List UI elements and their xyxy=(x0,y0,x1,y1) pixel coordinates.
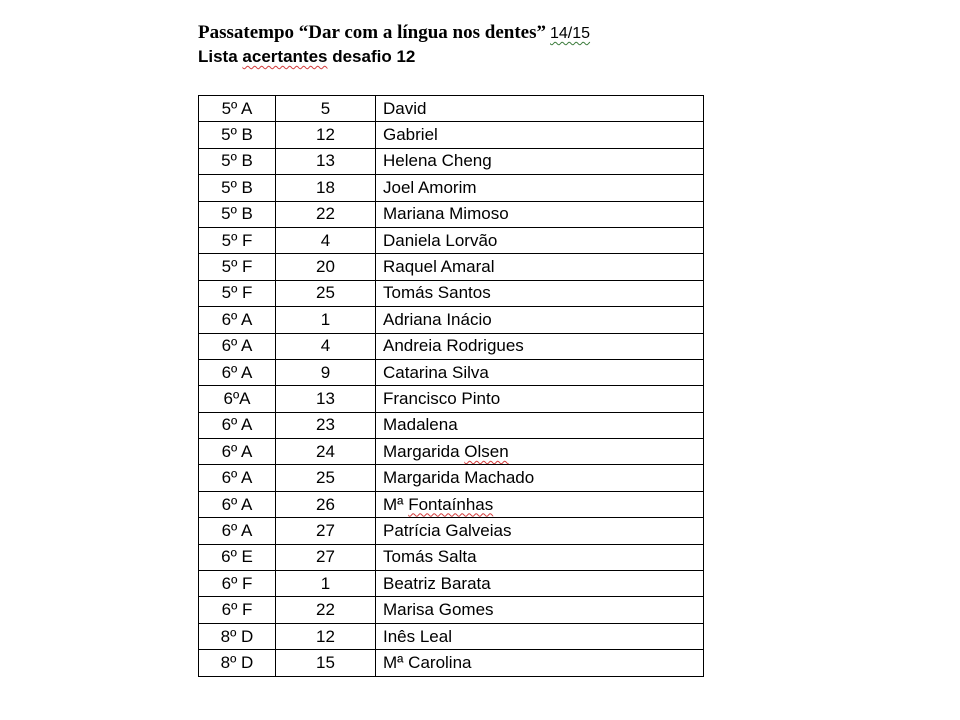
number-cell: 24 xyxy=(276,439,376,465)
table-row xyxy=(199,254,704,280)
table-row xyxy=(199,201,704,227)
number-cell: 26 xyxy=(276,491,376,517)
number-cell: 9 xyxy=(276,359,376,385)
table-row xyxy=(199,518,704,544)
table-row xyxy=(199,597,704,623)
table-row xyxy=(199,227,704,253)
class-cell: 5º B xyxy=(199,175,276,201)
name-cell: Patrícia Galveias xyxy=(376,518,704,544)
class-cell: 6º A xyxy=(199,412,276,438)
class-cell: 6º A xyxy=(199,491,276,517)
number-cell: 27 xyxy=(276,544,376,570)
document-subtitle xyxy=(198,46,415,68)
name-cell: Mª Carolina xyxy=(376,650,704,676)
class-cell: 6º A xyxy=(199,307,276,333)
name-cell: Marisa Gomes xyxy=(376,597,704,623)
number-cell: 4 xyxy=(276,227,376,253)
table-row xyxy=(199,175,704,201)
number-cell: 22 xyxy=(276,597,376,623)
name-cell: Gabriel xyxy=(376,122,704,148)
class-cell: 6º A xyxy=(199,518,276,544)
table-row xyxy=(199,571,704,597)
table-row xyxy=(199,544,704,570)
name-cell: Helena Cheng xyxy=(376,148,704,174)
results-table xyxy=(198,95,704,677)
table-row xyxy=(199,623,704,649)
spellcheck-word: Fontaínhas xyxy=(408,494,494,514)
number-cell: 25 xyxy=(276,280,376,306)
name-cell: Daniela Lorvão xyxy=(376,227,704,253)
number-cell: 23 xyxy=(276,412,376,438)
class-cell: 8º D xyxy=(199,623,276,649)
table-row xyxy=(199,359,704,385)
name-cell: Adriana Inácio xyxy=(376,307,704,333)
page-reference: 14/15 xyxy=(550,25,591,42)
class-cell: 6º A xyxy=(199,359,276,385)
subtitle-prefix: Lista xyxy=(198,47,238,66)
class-cell: 5º B xyxy=(199,201,276,227)
table-row xyxy=(199,122,704,148)
number-cell: 1 xyxy=(276,307,376,333)
document-title xyxy=(198,22,590,45)
class-cell: 5º B xyxy=(199,148,276,174)
table-row xyxy=(199,148,704,174)
class-cell: 5º B xyxy=(199,122,276,148)
number-cell: 5 xyxy=(276,96,376,122)
class-cell: 5º F xyxy=(199,280,276,306)
spellcheck-word: Olsen xyxy=(464,441,509,461)
number-cell: 13 xyxy=(276,148,376,174)
table-row xyxy=(199,96,704,122)
table-row xyxy=(199,333,704,359)
subtitle-word: acertantes xyxy=(242,47,328,66)
class-cell: 6º A xyxy=(199,465,276,491)
number-cell: 27 xyxy=(276,518,376,544)
name-cell: Mariana Mimoso xyxy=(376,201,704,227)
name-cell: Tomás Salta xyxy=(376,544,704,570)
number-cell: 12 xyxy=(276,623,376,649)
name-cell: Beatriz Barata xyxy=(376,571,704,597)
name-cell: Inês Leal xyxy=(376,623,704,649)
name-cell: Margarida Olsen xyxy=(376,439,704,465)
number-cell: 18 xyxy=(276,175,376,201)
table-row xyxy=(199,307,704,333)
class-cell: 6ºA xyxy=(199,386,276,412)
name-cell: David xyxy=(376,96,704,122)
name-cell: Catarina Silva xyxy=(376,359,704,385)
number-cell: 25 xyxy=(276,465,376,491)
name-cell: Madalena xyxy=(376,412,704,438)
table-row xyxy=(199,650,704,676)
number-cell: 13 xyxy=(276,386,376,412)
results-table-body xyxy=(199,96,704,677)
name-cell: Andreia Rodrigues xyxy=(376,333,704,359)
class-cell: 5º F xyxy=(199,227,276,253)
table-row xyxy=(199,491,704,517)
title-text: Passatempo “Dar com a língua nos dentes” xyxy=(198,22,546,43)
table-row xyxy=(199,280,704,306)
class-cell: 5º F xyxy=(199,254,276,280)
number-cell: 15 xyxy=(276,650,376,676)
number-cell: 1 xyxy=(276,571,376,597)
number-cell: 20 xyxy=(276,254,376,280)
name-cell: Francisco Pinto xyxy=(376,386,704,412)
name-cell: Raquel Amaral xyxy=(376,254,704,280)
name-cell: Mª Fontaínhas xyxy=(376,491,704,517)
class-cell: 6º A xyxy=(199,439,276,465)
table-row xyxy=(199,386,704,412)
table-row xyxy=(199,465,704,491)
subtitle-suffix: desafio 12 xyxy=(332,47,416,66)
class-cell: 6º F xyxy=(199,597,276,623)
class-cell: 6º A xyxy=(199,333,276,359)
name-cell: Margarida Machado xyxy=(376,465,704,491)
class-cell: 5º A xyxy=(199,96,276,122)
class-cell: 6º F xyxy=(199,571,276,597)
table-row xyxy=(199,412,704,438)
number-cell: 4 xyxy=(276,333,376,359)
name-cell: Tomás Santos xyxy=(376,280,704,306)
number-cell: 22 xyxy=(276,201,376,227)
number-cell: 12 xyxy=(276,122,376,148)
class-cell: 8º D xyxy=(199,650,276,676)
table-row xyxy=(199,439,704,465)
class-cell: 6º E xyxy=(199,544,276,570)
name-cell: Joel Amorim xyxy=(376,175,704,201)
